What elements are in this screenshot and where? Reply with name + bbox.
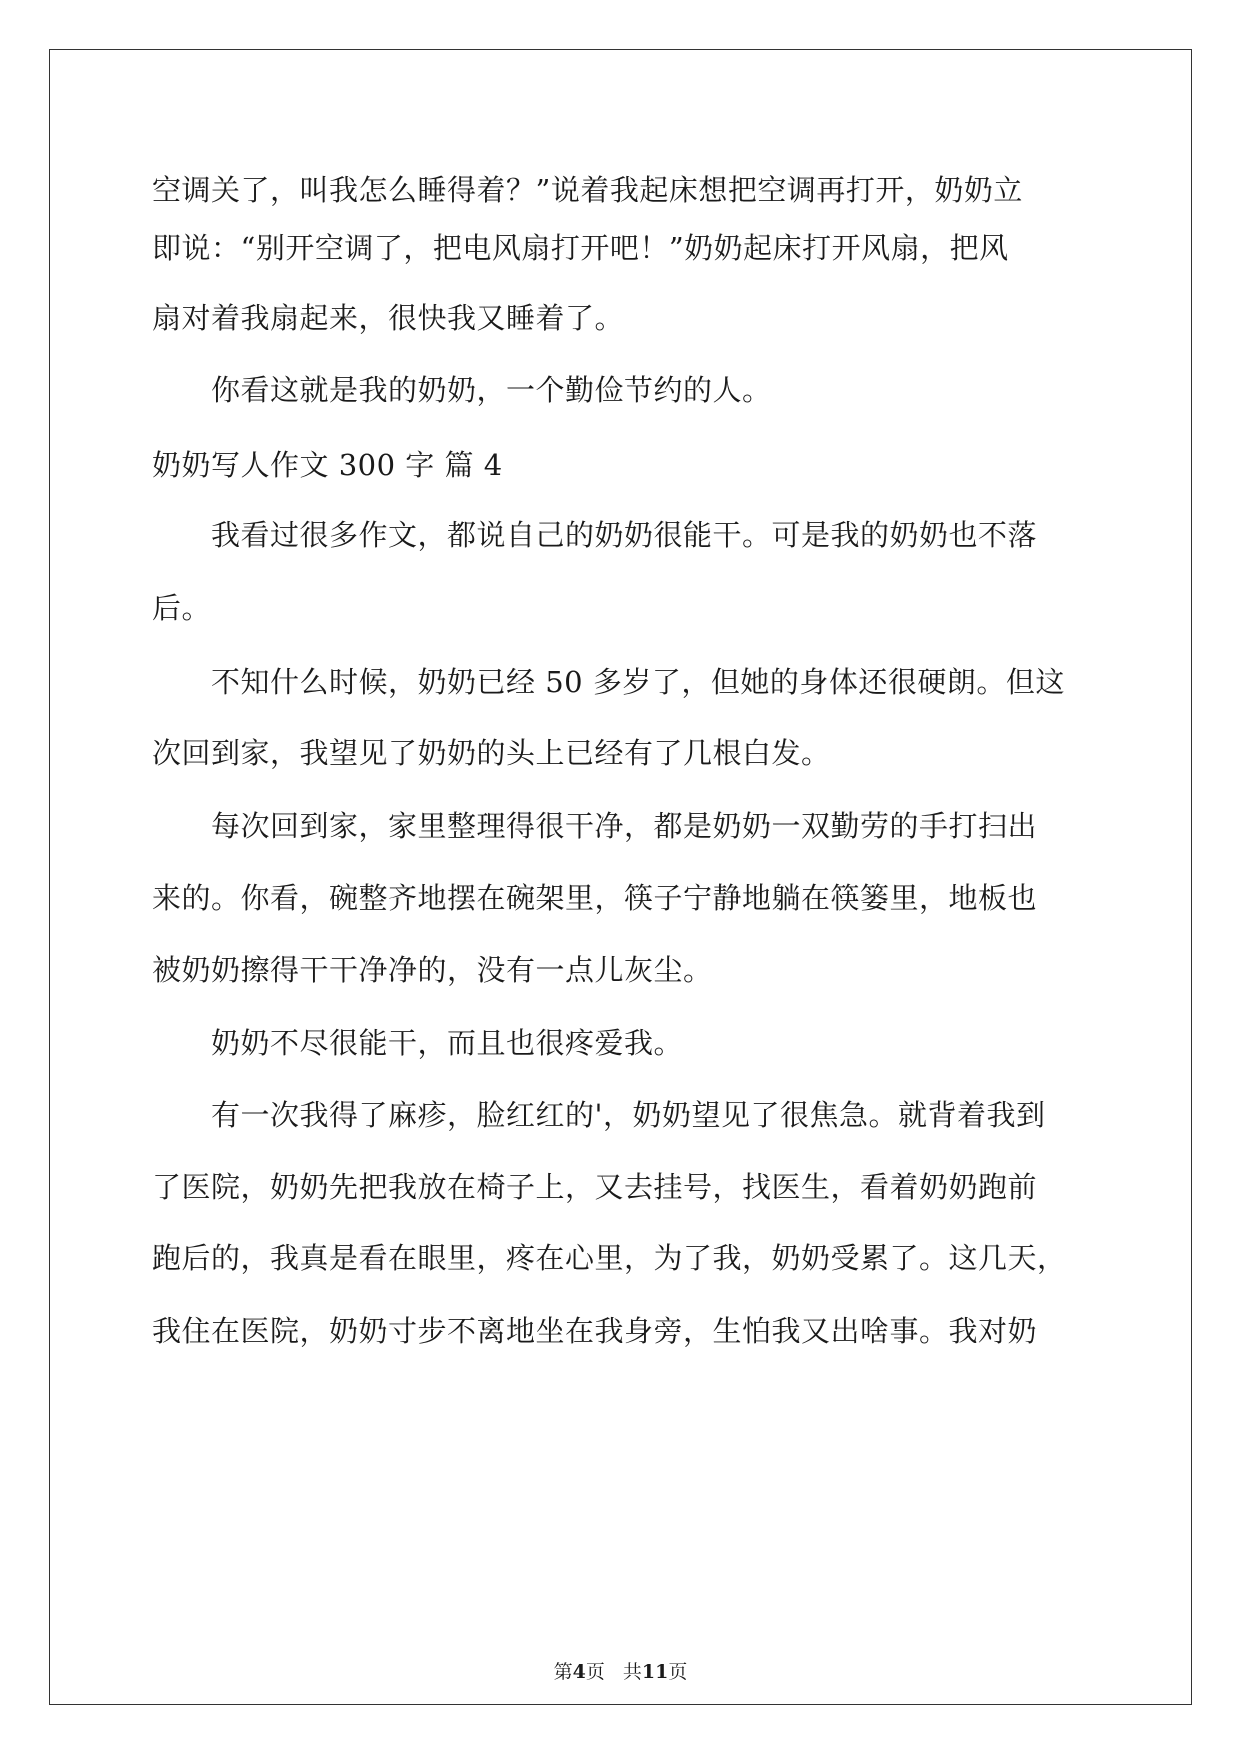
text-line: 跑后的，我真是看在眼里，疼在心里，为了我，奶奶受累了。这几天，: [152, 1241, 1067, 1275]
text-line: 空调关了，叫我怎么睡得着？”说着我起床想把空调再打开，奶奶立: [152, 173, 1023, 207]
text-line: 后。: [152, 591, 212, 625]
text-line: 我看过很多作文，都说自己的奶奶很能干。可是我的奶奶也不落: [152, 518, 1038, 552]
text-line: 被奶奶擦得干干净净的，没有一点儿灰尘。: [152, 953, 713, 987]
footer-total-suffix: 页: [668, 1661, 688, 1683]
text-line: 有一次我得了麻疹，脸红红的'，奶奶望见了很焦急。就背着我到: [152, 1098, 1046, 1132]
text-line: 不知什么时候，奶奶已经 50 多岁了，但她的身体还很硬朗。但这: [152, 665, 1065, 699]
text-line: 我住在医院，奶奶寸步不离地坐在我身旁，生怕我又出啥事。我对奶: [152, 1314, 1038, 1348]
text-line: 来的。你看，碗整齐地摆在碗架里，筷子宁静地躺在筷篓里，地板也: [152, 881, 1038, 915]
text-line: 了医院，奶奶先把我放在椅子上，又去挂号，找医生，看着奶奶跑前: [152, 1170, 1038, 1204]
page-number: 4: [572, 1661, 586, 1683]
text-line: 奶奶不尽很能干，而且也很疼爱我。: [152, 1026, 684, 1060]
text-line: 扇对着我扇起来，很快我又睡着了。: [152, 301, 625, 335]
text-line: 次回到家，我望见了奶奶的头上已经有了几根白发。: [152, 736, 831, 770]
page-footer: [0, 1660, 1241, 1684]
footer-page-suffix: 页: [585, 1661, 605, 1683]
footer-total-prefix: 共: [622, 1661, 642, 1683]
text-line: 即说：“别开空调了，把电风扇打开吧！”奶奶起床打开风扇，把风: [152, 231, 1009, 265]
text-line: 每次回到家，家里整理得很干净，都是奶奶一双勤劳的手打扫出: [152, 809, 1038, 843]
total-pages: 11: [641, 1661, 669, 1683]
text-line: 你看这就是我的奶奶，一个勤俭节约的人。: [152, 373, 772, 407]
footer-prefix: 第: [553, 1661, 573, 1683]
section-heading: 奶奶写人作文 300 字 篇 4: [152, 448, 503, 482]
